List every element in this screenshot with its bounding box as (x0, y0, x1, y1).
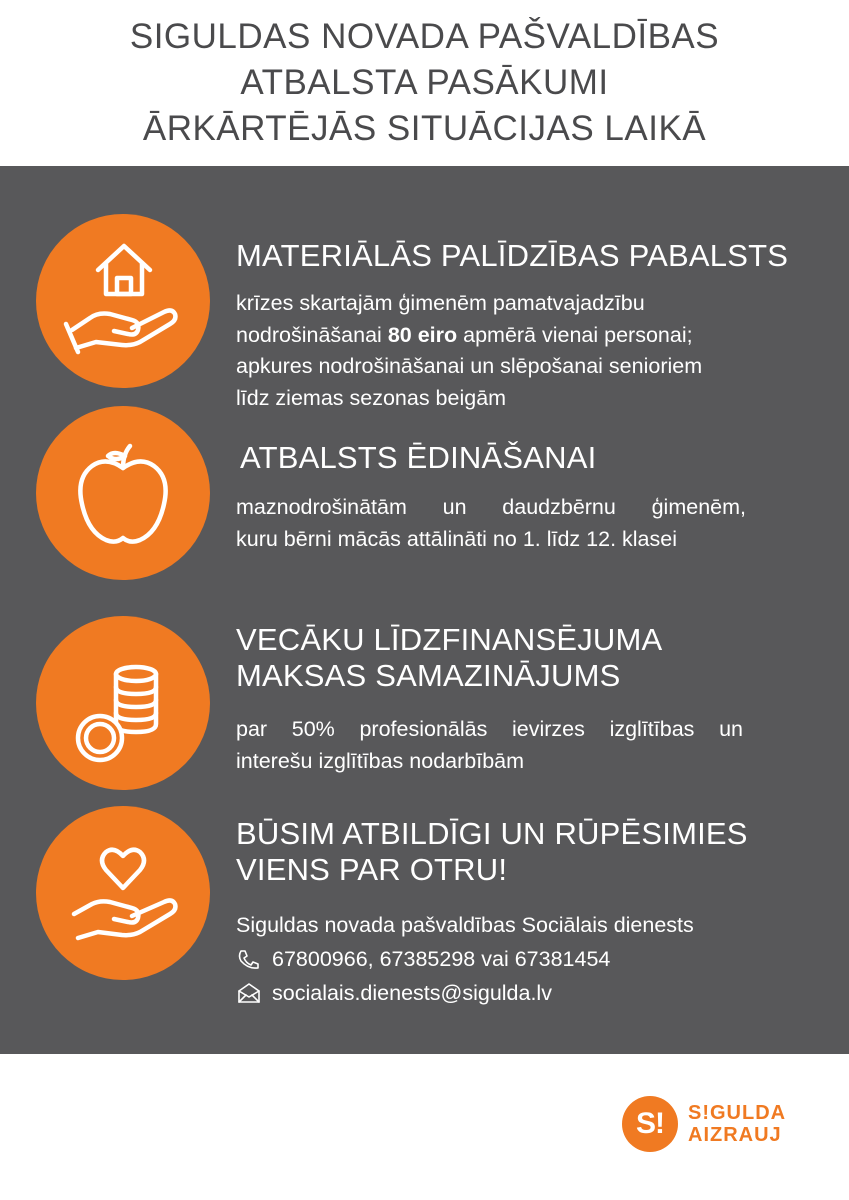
logo-line-1: S!GULDA (688, 1102, 787, 1124)
section-body (236, 492, 816, 555)
section-title: ATBALSTS ĒDINĀŠANAI (240, 440, 597, 475)
body-line: kuru bērni mācās attālināti no 1. līdz 12. klasei (236, 526, 677, 551)
logo-wordmark (688, 1102, 786, 1146)
section-title: MATERIĀLĀS PALĪDZĪBAS PABALSTS (236, 238, 789, 273)
coins-icon (36, 616, 210, 790)
body-text: apmērā vienai personai; (457, 322, 693, 347)
body-line: maznodrošinātām un daudzbērnu ģimenēm, (236, 495, 746, 519)
body-line (236, 320, 816, 352)
title-line: MAKSAS SAMAZINĀJUMS (236, 658, 621, 693)
section-title (236, 816, 816, 888)
title-line-3: ĀRKĀRTĒJĀS SITUĀCIJAS LAIKĀ (142, 109, 707, 148)
email-line (236, 976, 816, 1010)
phone-numbers[interactable]: 67800966, 67385298 vai 67381454 (272, 947, 611, 971)
email-link[interactable]: socialais.dienests@sigulda.lv (272, 981, 552, 1005)
title-line-2: ATBALSTA PASĀKUMI (240, 63, 609, 102)
section-body (236, 288, 816, 414)
phone-icon (236, 948, 262, 970)
organization-name: Siguldas novada pašvaldības Sociālais dienests (236, 913, 694, 937)
section-title (236, 622, 816, 694)
apple-icon (36, 406, 210, 580)
body-line: līdz ziemas sezonas beigām (236, 385, 507, 410)
section-body (236, 714, 816, 777)
title-line: VECĀKU LĪDZFINANSĒJUMA (236, 622, 663, 657)
body-line: krīzes skartajām ģimenēm pamatvajadzību (236, 291, 645, 315)
body-line: par 50% profesionālās ievirzes izglītības un (236, 717, 743, 741)
section-responsibility (236, 816, 816, 1010)
logo-mark: S! (622, 1096, 678, 1152)
envelope-icon (236, 982, 262, 1004)
page-title (0, 14, 849, 152)
section-cofinancing (236, 622, 816, 777)
content-panel (0, 166, 849, 1054)
logo-line-2: AIZRAUJ (688, 1124, 782, 1146)
body-line: interešu izglītības nodarbībām (236, 748, 525, 773)
sigulda-logo (622, 1096, 786, 1152)
amount-highlight: 80 eiro (387, 322, 458, 347)
title-line-1: SIGULDAS NOVADA PAŠVALDĪBAS (129, 17, 720, 56)
body-line: apkures nodrošināšanai un slēpošanai senioriem (236, 354, 703, 378)
contact-block (236, 908, 816, 1010)
phone-line (236, 942, 816, 976)
body-text: nodrošināšanai (236, 322, 388, 347)
title-line: VIENS PAR OTRU! (236, 852, 508, 887)
hand-heart-icon (36, 806, 210, 980)
title-line: BŪSIM ATBILDĪGI UN RŪPĒSIMIES (236, 816, 748, 851)
section-catering (236, 440, 816, 555)
section-material-aid (236, 238, 816, 414)
hand-house-icon (36, 214, 210, 388)
